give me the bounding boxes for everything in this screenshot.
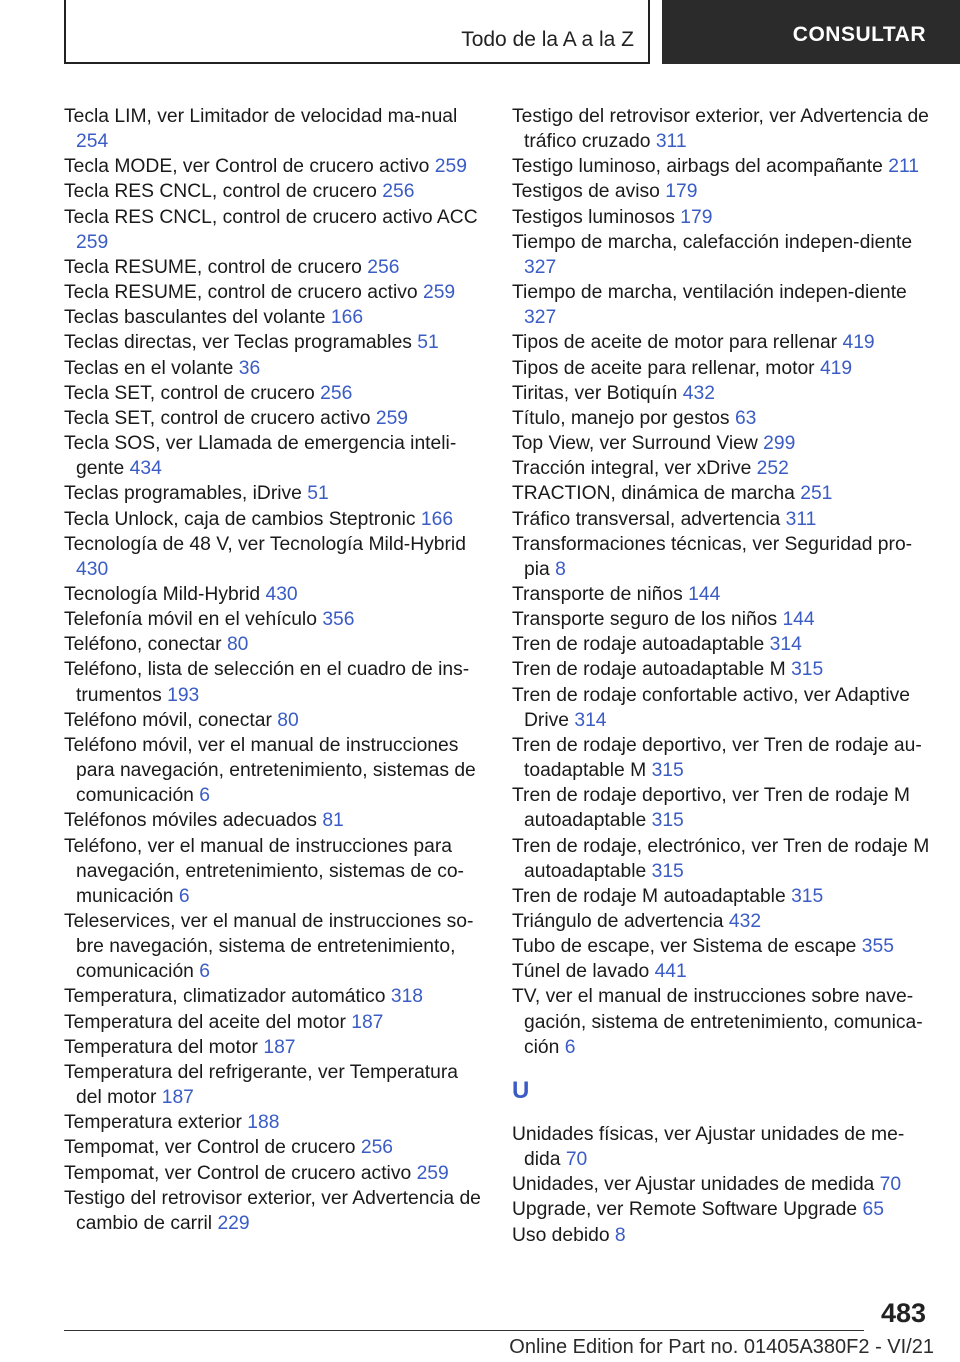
index-entry-page-link[interactable]: 314 xyxy=(769,634,802,656)
index-entry xyxy=(64,708,484,733)
index-entry-page-link[interactable]: 299 xyxy=(763,433,796,455)
index-entry-text: Tipos de aceite de motor para rellenar xyxy=(512,332,838,354)
index-entry xyxy=(512,1197,932,1222)
index-entry xyxy=(64,179,484,204)
index-entry xyxy=(512,683,932,733)
index-entry-page-link[interactable]: 315 xyxy=(791,885,824,907)
index-entry xyxy=(512,959,932,984)
index-entry-text: Tipos de aceite para rellenar, motor xyxy=(512,357,815,379)
index-entry xyxy=(64,657,484,707)
footer-rule xyxy=(64,1330,864,1331)
index-entry-text: Tecla RESUME, control de crucero activo xyxy=(64,282,418,304)
index-entry-text: Teclas en el volante xyxy=(64,357,234,379)
index-entry-page-link[interactable]: 256 xyxy=(367,256,400,278)
index-entry-page-link[interactable]: 432 xyxy=(682,382,715,404)
index-entry xyxy=(512,1172,932,1197)
index-entry-page-link[interactable]: 259 xyxy=(416,1162,449,1184)
index-entry-text: Tecnología Mild-Hybrid xyxy=(64,583,261,605)
index-entry-text: Teléfono, conectar xyxy=(64,634,222,656)
index-entry-text: TV, ver el manual de instrucciones sobre nave-gación, sistema de entretenimiento, comunica-ción xyxy=(512,986,923,1058)
index-entry-page-link[interactable]: 70 xyxy=(565,1149,588,1171)
index-entry-text: Tren de rodaje deportivo, ver Tren de rodaje au-toadaptable M xyxy=(512,734,922,782)
index-entry xyxy=(512,582,932,607)
index-entry-page-link[interactable]: 259 xyxy=(76,231,109,253)
index-entry-page-link[interactable]: 6 xyxy=(199,961,210,983)
index-entry xyxy=(512,984,932,1059)
index-entry-text: Triángulo de advertencia xyxy=(512,911,724,932)
index-entry-text: Testigo del retrovisor exterior, ver Advertencia de tráfico cruzado xyxy=(512,106,929,153)
index-entry-page-link[interactable]: 259 xyxy=(434,156,467,178)
index-entry-text: Tiempo de marcha, calefacción indepen-diente xyxy=(512,231,913,253)
index-entry-text: Tecla SET, control de crucero xyxy=(64,382,315,404)
index-entry xyxy=(64,984,484,1009)
index-entry-text: Unidades, ver Ajustar unidades de medida xyxy=(512,1174,875,1196)
index-entry-page-link[interactable]: 229 xyxy=(217,1212,250,1234)
index-column-left xyxy=(64,104,484,1236)
index-entry-page-link[interactable]: 256 xyxy=(320,382,353,404)
index-entry-page-link[interactable]: 65 xyxy=(862,1199,884,1221)
index-entry-page-link[interactable]: 356 xyxy=(322,609,355,631)
index-entry-text: Tecla LIM, ver Limitador de velocidad ma-nual xyxy=(64,106,458,127)
index-entry xyxy=(64,481,484,506)
index-entry-page-link[interactable]: 187 xyxy=(351,1011,384,1033)
index-entry xyxy=(512,884,932,909)
index-entry-text: Tecla MODE, ver Control de crucero activo xyxy=(64,156,430,178)
index-entry-page-link[interactable]: 311 xyxy=(785,508,817,530)
index-entry-page-link[interactable]: 259 xyxy=(375,407,409,429)
index-entry-text: Transformaciones técnicas, ver Seguridad pro-pia xyxy=(512,533,913,580)
index-entry-page-link[interactable]: 256 xyxy=(382,181,415,203)
index-entry-text: Tempomat, ver Control de crucero xyxy=(64,1137,356,1159)
index-entry-page-link[interactable]: 419 xyxy=(842,332,875,354)
index-entry-text: Teléfono, ver el manual de instrucciones para navegación, entretenimiento, sistemas de co-municación xyxy=(64,835,464,907)
index-entry-text: Transporte seguro de los niños xyxy=(512,609,778,631)
index-entry-text: Tecla RES CNCL, control de crucero activo ACC xyxy=(64,206,478,228)
index-entry-page-link[interactable]: 144 xyxy=(688,583,721,605)
index-entry-page-link[interactable]: 441 xyxy=(654,961,687,983)
index-entry-page-link[interactable]: 355 xyxy=(861,936,894,958)
index-entry-page-link[interactable]: 51 xyxy=(307,483,329,505)
index-entry-text: Testigos luminosos xyxy=(512,206,675,228)
index-entry-page-link[interactable]: 434 xyxy=(129,458,162,480)
index-entry xyxy=(64,733,484,808)
index-entry-text: Tecla Unlock, caja de cambios Steptronic xyxy=(64,508,416,530)
index-entry-page-link[interactable]: 8 xyxy=(614,1224,626,1246)
index-entry xyxy=(64,280,484,305)
index-entry-text: Temperatura del aceite del motor xyxy=(64,1011,346,1033)
index-entry xyxy=(64,1060,484,1110)
index-entry-text: Tiritas, ver Botiquín xyxy=(512,382,678,404)
index-entry xyxy=(64,834,484,909)
index-entry-page-link[interactable]: 315 xyxy=(651,810,684,832)
index-entry xyxy=(64,406,484,431)
index-entry xyxy=(64,1110,484,1135)
header-divider xyxy=(648,0,650,64)
index-entry-page-link[interactable]: 211 xyxy=(888,156,919,178)
index-entry-text: Teléfonos móviles adecuados xyxy=(64,810,317,832)
index-entry xyxy=(64,607,484,632)
index-entry-page-link[interactable]: 315 xyxy=(651,760,684,782)
index-entry xyxy=(512,507,932,532)
index-entry xyxy=(64,1035,484,1060)
index-entry-text: Túnel de lavado xyxy=(512,961,650,983)
index-entry xyxy=(512,280,932,330)
index-entry xyxy=(512,733,932,783)
index-entry xyxy=(512,632,932,657)
index-entry xyxy=(512,104,932,154)
index-entry xyxy=(64,104,484,154)
index-entry-page-link[interactable]: 80 xyxy=(226,634,249,656)
index-entry xyxy=(64,1135,484,1160)
index-entry-page-link[interactable]: 51 xyxy=(417,332,439,354)
index-entry xyxy=(64,381,484,406)
index-entry-text: Teclas basculantes del volante xyxy=(64,307,326,329)
index-entry-page-link[interactable]: 252 xyxy=(756,458,789,480)
index-column-right xyxy=(512,104,932,1248)
index-entry-text: Teclas directas, ver Teclas programables xyxy=(64,332,412,354)
index-entry-text: Tren de rodaje autoadaptable xyxy=(512,634,765,656)
index-entry xyxy=(64,507,484,532)
index-entry-page-link[interactable]: 256 xyxy=(360,1137,394,1159)
index-entry xyxy=(512,356,932,381)
index-entry-text: Tubo de escape, ver Sistema de escape xyxy=(512,936,857,958)
index-entry-page-link[interactable]: 80 xyxy=(277,709,299,731)
index-entry xyxy=(512,934,932,959)
index-entry-page-link[interactable]: 430 xyxy=(76,558,109,580)
index-entry xyxy=(64,431,484,481)
index-entry-text: Temperatura del refrigerante, ver Temperatura del motor xyxy=(64,1061,459,1109)
index-entry xyxy=(512,607,932,632)
index-entry-text: Teclas programables, iDrive xyxy=(64,483,302,505)
index-entry-page-link[interactable]: 419 xyxy=(819,357,853,379)
index-entry-text: Testigo del retrovisor exterior, ver Advertencia de cambio de carril xyxy=(64,1187,481,1234)
index-entry-text: Temperatura, climatizador automático xyxy=(64,986,386,1008)
index-entry-page-link[interactable]: 179 xyxy=(680,206,713,228)
index-entry xyxy=(512,154,932,179)
index-entry-page-link[interactable]: 188 xyxy=(247,1112,280,1134)
index-entry-text: Teleservices, ver el manual de instrucciones so-bre navegación, sistema de entretenimiento, comunicación xyxy=(64,911,474,983)
index-entry-text: Teléfono móvil, ver el manual de instrucciones para navegación, entretenimiento, sistemas de comunicación xyxy=(64,734,476,807)
header-bottom-border xyxy=(64,62,650,64)
index-entry-page-link[interactable]: 6 xyxy=(178,885,190,907)
index-entry xyxy=(64,1186,484,1236)
index-entry-page-link[interactable]: 6 xyxy=(564,1036,576,1058)
index-entry xyxy=(64,632,484,657)
index-entry-page-link[interactable]: 327 xyxy=(524,307,557,329)
index-entry-page-link[interactable]: 254 xyxy=(76,131,109,153)
index-entry xyxy=(512,834,932,884)
index-entry-page-link[interactable]: 81 xyxy=(322,810,344,832)
index-entry-text: Unidades físicas, ver Ajustar unidades de me-dida xyxy=(512,1123,905,1171)
index-entry-page-link[interactable]: 314 xyxy=(574,709,607,731)
index-entry-page-link[interactable]: 259 xyxy=(422,282,456,304)
footer-edition-text: Online Edition for Part no. 01405A380F2 - VI/21 xyxy=(509,1336,934,1358)
index-entry-text: TRACTION, dinámica de marcha xyxy=(512,483,795,505)
header-tab-text: Todo de la A a la Z xyxy=(461,28,634,51)
index-entry xyxy=(64,330,484,355)
index-entry-page-link[interactable]: 311 xyxy=(655,131,687,153)
index-entry xyxy=(512,205,932,230)
index-entry-text: Tráfico transversal, advertencia xyxy=(512,508,781,530)
index-entry-page-link[interactable]: 8 xyxy=(555,558,566,580)
index-entry-page-link[interactable]: 430 xyxy=(265,583,298,605)
index-entry-page-link[interactable]: 144 xyxy=(782,609,815,631)
index-entry-text: Tracción integral, ver xDrive xyxy=(512,458,752,480)
index-entry-page-link[interactable]: 70 xyxy=(879,1174,902,1196)
index-entry xyxy=(64,205,484,255)
index-entry-text: Tiempo de marcha, ventilación indepen-diente xyxy=(512,282,907,304)
index-entry-text: Tempomat, ver Control de crucero activo xyxy=(64,1162,412,1184)
index-entry-text: Tecla RESUME, control de crucero xyxy=(64,256,362,278)
index-entry-text: Tren de rodaje deportivo, ver Tren de rodaje M autoadaptable xyxy=(512,785,910,832)
index-entry xyxy=(512,909,932,934)
index-entry-page-link[interactable]: 193 xyxy=(167,684,200,706)
index-entry-text: Testigos de aviso xyxy=(512,181,660,203)
index-entry-page-link[interactable]: 6 xyxy=(199,785,210,807)
index-entry-text: Tren de rodaje confortable activo, ver Adaptive Drive xyxy=(512,684,910,731)
index-entry xyxy=(512,456,932,481)
index-entry-text: Tren de rodaje autoadaptable M xyxy=(512,659,786,681)
index-entry xyxy=(512,381,932,406)
index-entry-text: Teléfono, lista de selección en el cuadro de ins-trumentos xyxy=(64,659,470,706)
index-entry xyxy=(512,657,932,682)
index-entry-text: Tecla SET, control de crucero activo xyxy=(64,407,371,429)
index-entry xyxy=(64,1010,484,1035)
index-entry xyxy=(512,1122,932,1172)
index-entry xyxy=(512,431,932,456)
index-entry-page-link[interactable]: 327 xyxy=(524,256,557,278)
index-entry xyxy=(64,582,484,607)
index-entry xyxy=(512,330,932,355)
header-left-border xyxy=(64,0,66,64)
index-entry xyxy=(512,481,932,506)
index-entry xyxy=(64,356,484,381)
index-entry xyxy=(512,179,932,204)
index-entry xyxy=(512,783,932,833)
index-entry-text: Telefonía móvil en el vehículo xyxy=(64,609,317,631)
index-entry-text: Temperatura exterior xyxy=(64,1112,242,1134)
index-entry-page-link[interactable]: 179 xyxy=(665,181,698,203)
index-entry xyxy=(64,808,484,833)
index-entry-page-link[interactable]: 251 xyxy=(800,483,833,505)
page-number: 483 xyxy=(880,1298,926,1328)
index-entry-text: Tecla RES CNCL, control de crucero xyxy=(64,181,377,203)
index-entry xyxy=(64,909,484,984)
index-entry-page-link[interactable]: 187 xyxy=(263,1036,296,1058)
index-entry-text: Tecnología de 48 V, ver Tecnología Mild-Hybrid xyxy=(64,533,466,555)
index-entry xyxy=(512,1223,932,1248)
index-entry-text: Top View, ver Surround View xyxy=(512,433,758,455)
index-entry-text: Testigo luminoso, airbags del acompañante xyxy=(512,156,883,178)
index-entry-text: Tecla SOS, ver Llamada de emergencia inteli-gente xyxy=(64,433,457,480)
index-entry xyxy=(512,230,932,280)
section-letter-u: U xyxy=(512,1076,530,1104)
index-entry xyxy=(64,154,484,179)
index-entry-page-link[interactable]: 315 xyxy=(651,860,684,882)
index-entry-page-link[interactable]: 36 xyxy=(238,357,261,379)
index-entry-text: Upgrade, ver Remote Software Upgrade xyxy=(512,1199,858,1221)
index-entry-text: Uso debido xyxy=(512,1224,610,1246)
index-entry xyxy=(64,532,484,582)
index-entry-text: Tren de rodaje, electrónico, ver Tren de rodaje M autoadaptable xyxy=(512,835,930,882)
index-entry-page-link[interactable]: 63 xyxy=(734,407,757,429)
header-section-label: CONSULTAR xyxy=(662,0,960,64)
index-entry xyxy=(512,532,932,582)
index-entry-page-link[interactable]: 432 xyxy=(728,911,762,932)
index-entry xyxy=(512,406,932,431)
index-entry xyxy=(64,255,484,280)
index-entry-text: Tren de rodaje M autoadaptable xyxy=(512,885,786,907)
index-entry xyxy=(64,305,484,330)
index-entry-page-link[interactable]: 315 xyxy=(791,659,824,681)
index-entry-page-link[interactable]: 187 xyxy=(161,1087,194,1109)
index-entry xyxy=(64,1161,484,1186)
index-entry-text: Temperatura del motor xyxy=(64,1036,258,1058)
index-entry-page-link[interactable]: 318 xyxy=(390,986,424,1008)
index-entry-text: Teléfono móvil, conectar xyxy=(64,709,272,731)
index-entry-text: Título, manejo por gestos xyxy=(512,407,730,429)
index-entry-page-link[interactable]: 166 xyxy=(330,307,364,329)
index-entry-page-link[interactable]: 166 xyxy=(420,508,454,530)
index-entry-text: Transporte de niños xyxy=(512,583,683,605)
